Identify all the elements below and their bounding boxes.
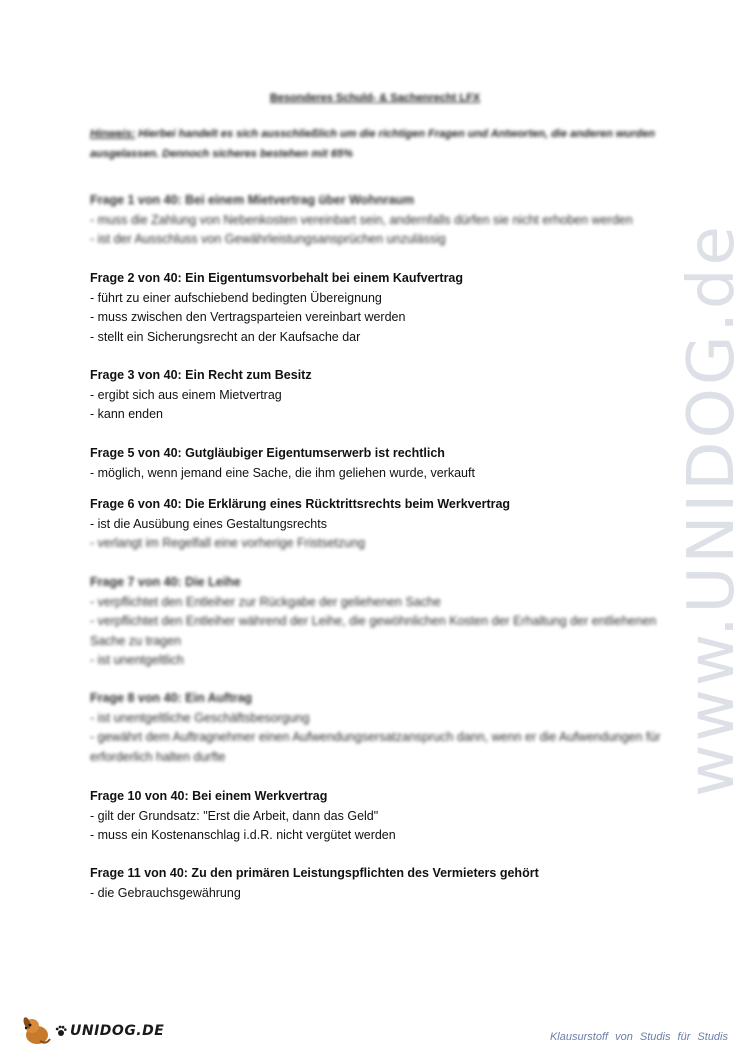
answer-line: - stellt ein Sicherungsrecht an der Kaufsache dar bbox=[90, 329, 361, 344]
question-block bbox=[90, 689, 680, 767]
answer-line: - verpflichtet den Entleiher während der Leihe, die gewöhnlichen Kosten der Erhaltung der entliehenen Sache zu tragen bbox=[90, 614, 657, 648]
answer-line: - ist die Ausübung eines Gestaltungsrechts bbox=[90, 516, 327, 531]
question-block bbox=[90, 366, 680, 425]
answer-line: - kann enden bbox=[90, 407, 163, 421]
question-heading: Frage 11 von 40: Zu den primären Leistungspflichten des Vermieters gehört bbox=[90, 866, 539, 880]
question-block bbox=[90, 573, 680, 671]
question-block bbox=[90, 864, 680, 903]
dog-mascot-icon bbox=[20, 1015, 54, 1047]
answer-line: - muss zwischen den Vertragsparteien vereinbart werden bbox=[90, 310, 406, 324]
question-heading: Frage 8 von 40: Ein Auftrag bbox=[90, 691, 253, 705]
hint-label: Hinweis: bbox=[90, 128, 136, 140]
answer-line: - möglich, wenn jemand eine Sache, die ihm geliehen wurde, verkauft bbox=[90, 465, 475, 480]
question-heading: Frage 6 von 40: Die Erklärung eines Rücktrittsrechts beim Werkvertrag bbox=[90, 497, 511, 511]
footer-tagline: Klausurstoff von Studis für Studis bbox=[549, 1031, 728, 1043]
question-block bbox=[90, 269, 680, 347]
answer-line: - verpflichtet den Entleiher zur Rückgabe der geliehenen Sache bbox=[90, 594, 441, 609]
question-block bbox=[90, 191, 680, 250]
question-heading: Frage 1 von 40: Bei einem Mietvertrag über Wohnraum bbox=[90, 193, 415, 207]
question-block bbox=[90, 787, 680, 846]
answer-line: - muss ein Kostenanschlag i.d.R. nicht vergütet werden bbox=[90, 828, 396, 842]
hint-text: Hierbei handelt es sich ausschließlich um die richtigen Fragen und Antworten, die anderen wurden ausgelassen. Dennoch sicheres bestehen mit 65% bbox=[90, 128, 655, 160]
question-block bbox=[90, 444, 680, 483]
answer-line: - ist unentgeltlich bbox=[90, 653, 184, 667]
answer-line: - verlangt im Regelfall eine vorherige Fristsetzung bbox=[90, 536, 366, 550]
hint-paragraph bbox=[90, 124, 670, 164]
answer-line: - ergibt sich aus einem Mietvertrag bbox=[90, 387, 282, 402]
document-title: Besonderes Schuld- & Sachenrecht LFX bbox=[269, 92, 481, 104]
answer-line: - gewährt dem Auftragnehmer einen Aufwendungsersatzanspruch dann, wenn er die Aufwendungen für erforderlich halten durfte bbox=[90, 730, 661, 764]
question-heading: Frage 2 von 40: Ein Eigentumsvorbehalt bei einem Kaufvertrag bbox=[90, 271, 464, 285]
question-block bbox=[90, 495, 680, 554]
answer-line: - die Gebrauchsgewährung bbox=[90, 885, 241, 900]
logo-text: UNIDOG.DE bbox=[70, 1023, 165, 1039]
question-heading: Frage 5 von 40: Gutgläubiger Eigentumserwerb ist rechtlich bbox=[90, 446, 445, 460]
answer-line: - muss die Zahlung von Nebenkosten vereinbart sein, andernfalls dürfen sie nicht erhoben werden bbox=[90, 212, 633, 227]
answer-line: - ist unentgeltliche Geschäftsbesorgung bbox=[90, 710, 310, 725]
paw-icon bbox=[55, 1025, 67, 1037]
question-heading: Frage 3 von 40: Ein Recht zum Besitz bbox=[90, 368, 312, 382]
question-heading: Frage 7 von 40: Die Leihe bbox=[90, 575, 241, 589]
question-heading: Frage 10 von 40: Bei einem Werkvertrag bbox=[90, 789, 328, 803]
answer-line: - ist der Ausschluss von Gewährleistungsansprüchen unzulässig bbox=[90, 232, 446, 246]
unidog-logo bbox=[20, 1015, 164, 1047]
answer-line: - gilt der Grundsatz: "Erst die Arbeit, dann das Geld" bbox=[90, 808, 379, 823]
watermark: www.UNIDOG.de bbox=[675, 223, 749, 797]
answer-line: - führt zu einer aufschiebend bedingten Übereignung bbox=[90, 290, 382, 305]
